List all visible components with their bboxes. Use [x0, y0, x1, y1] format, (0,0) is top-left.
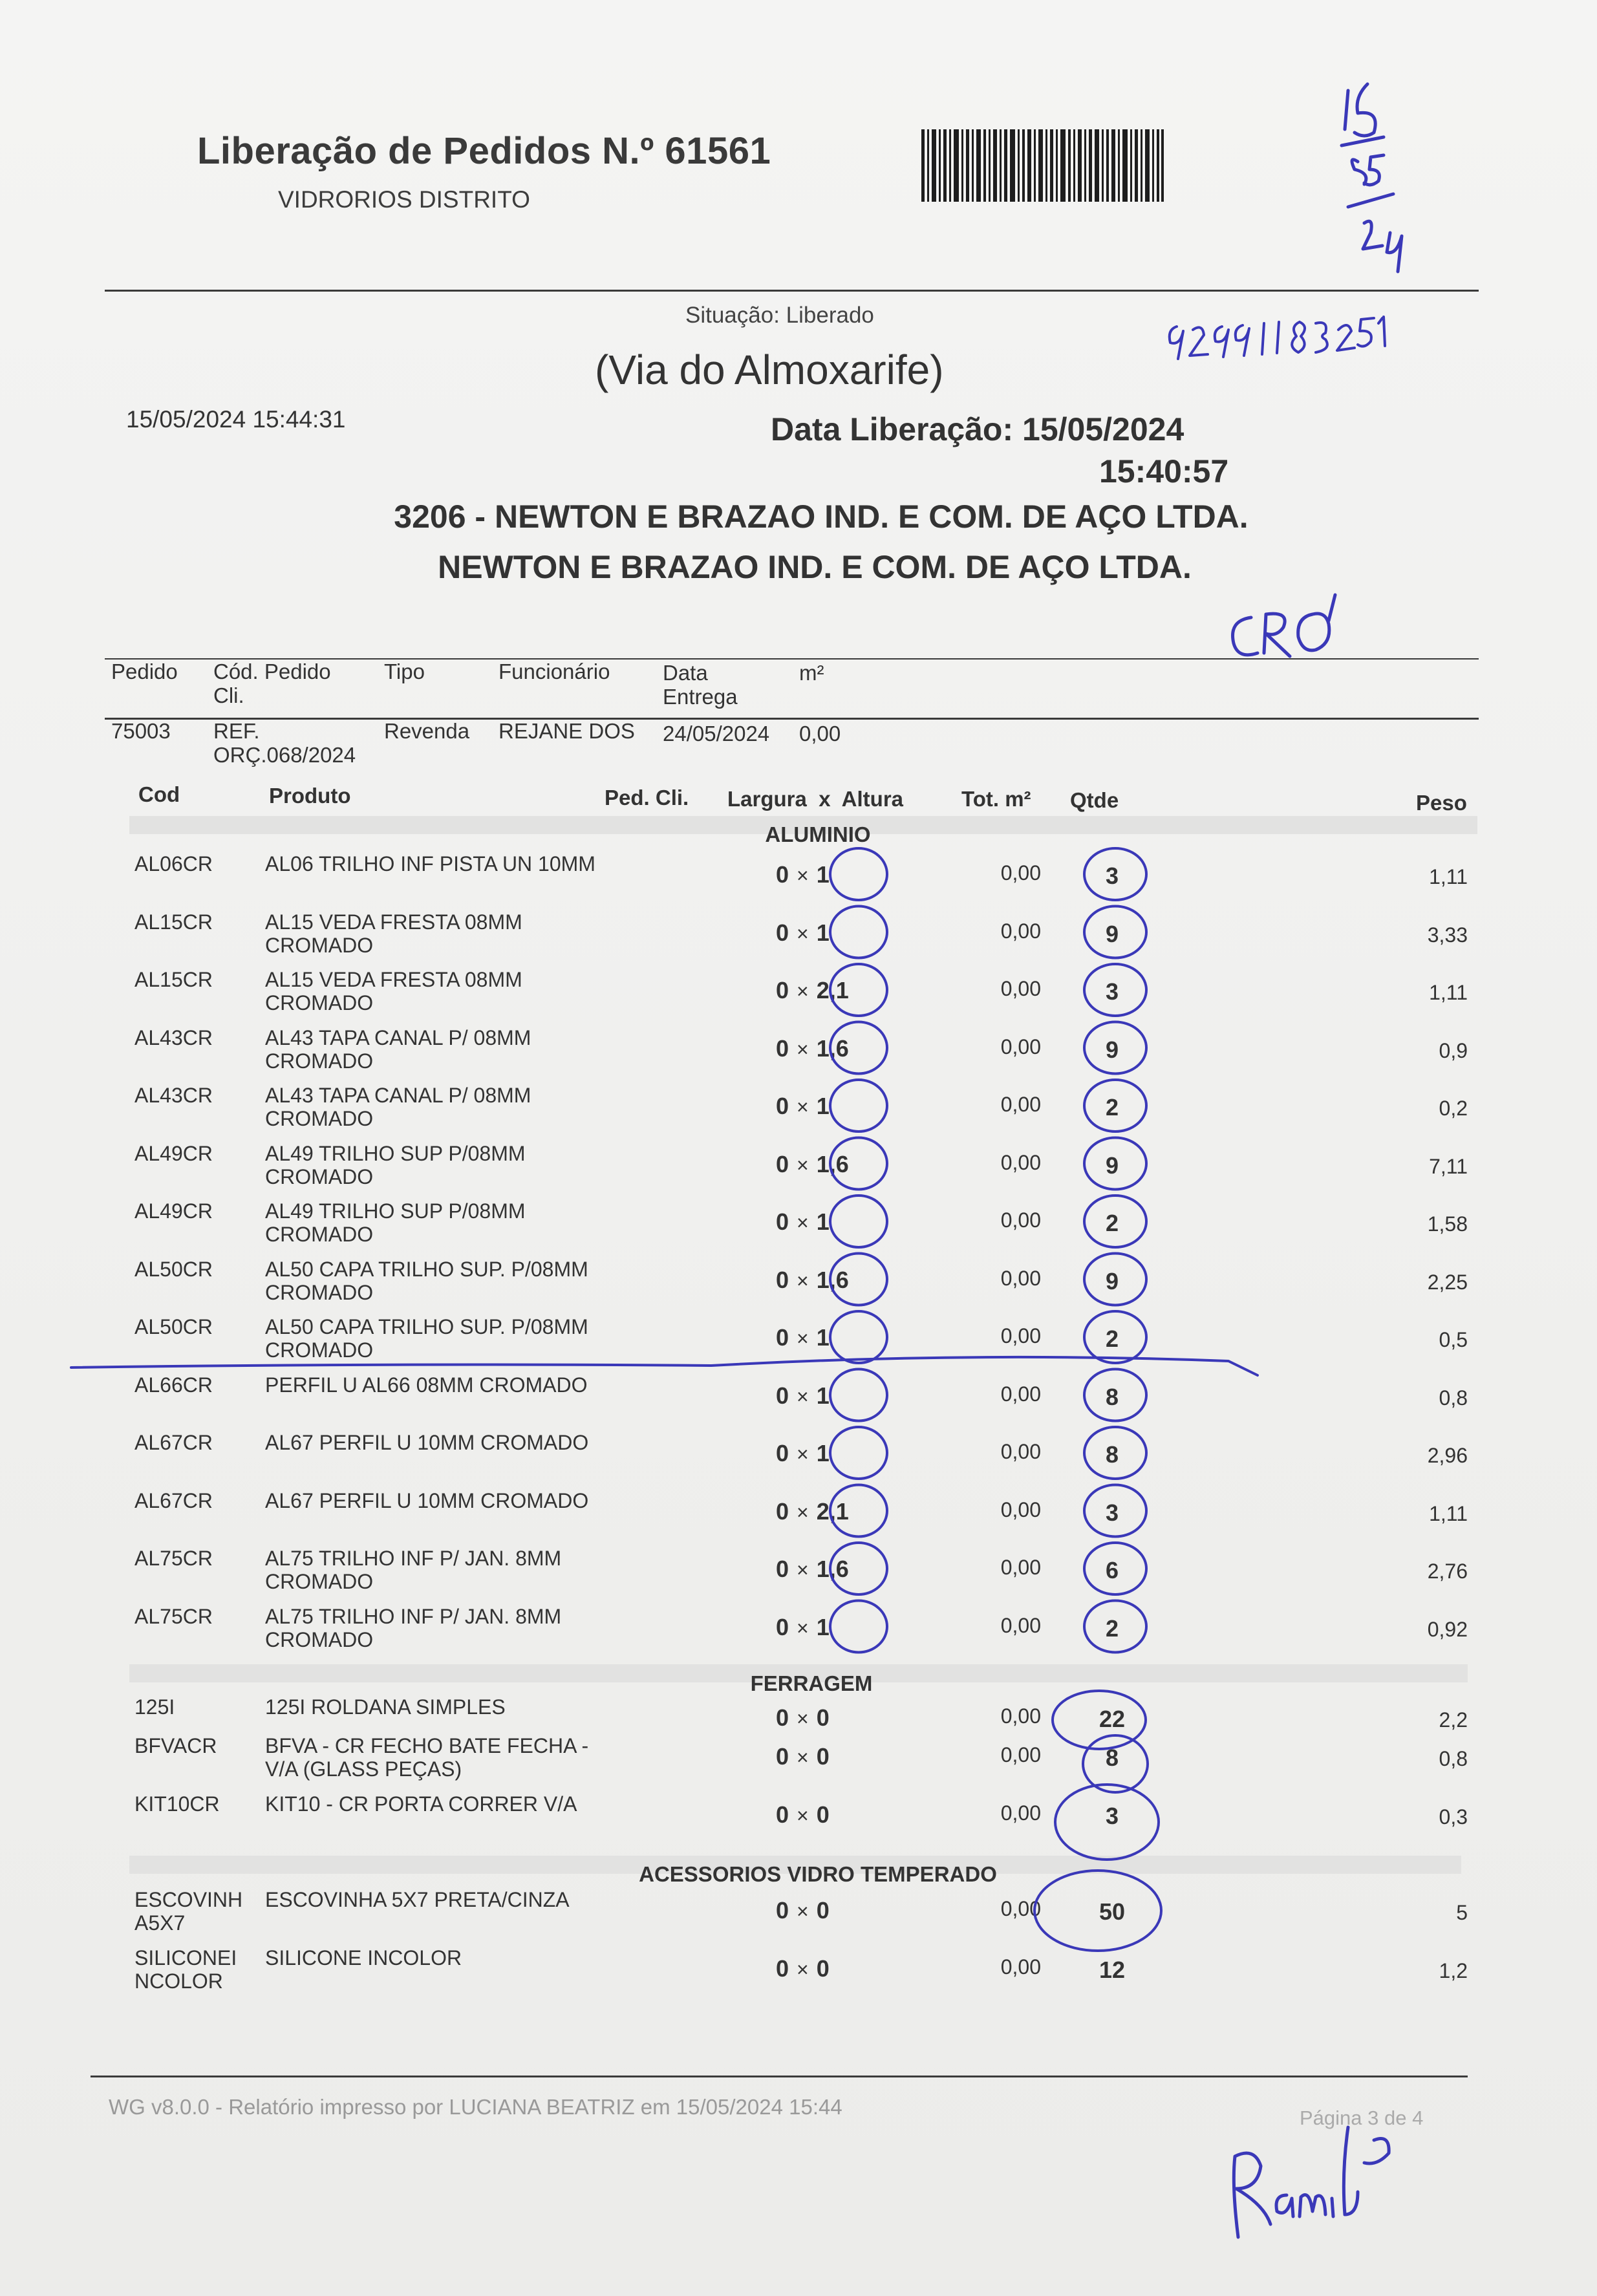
order-cod-pedido-l1: REF. [213, 719, 260, 743]
cell-altura: 1 [816, 1440, 830, 1466]
cell-qtde: 3 [1105, 978, 1119, 1005]
times-sign: × [797, 1500, 809, 1524]
cell-produto: 125I ROLDANA SIMPLES [265, 1695, 506, 1719]
cell-cod: ESCOVINH A5X7 [134, 1888, 243, 1935]
times-sign: × [797, 1095, 809, 1119]
table-row [0, 1792, 1597, 1851]
cell-peso: 0,8 [1439, 1747, 1468, 1770]
table-row [0, 1199, 1597, 1258]
cell-altura: 0 [816, 1743, 830, 1770]
release-time: 15:40:57 [1099, 453, 1229, 489]
cell-cod: AL49CR [134, 1141, 213, 1165]
cell-cod: AL75CR [134, 1547, 213, 1570]
order-col-tipo: Tipo [384, 660, 425, 683]
cell-largura: 0 [776, 1743, 789, 1770]
cell-tot-m2: 0,00 [1000, 1093, 1041, 1116]
table-row [0, 1734, 1597, 1792]
cell-largura: 0 [776, 1704, 789, 1731]
order-pedido: 75003 [111, 719, 171, 743]
cell-produto: AL50 CAPA TRILHO SUP. P/08MM CROMADO [265, 1315, 588, 1362]
cell-produto: AL75 TRILHO INF P/ JAN. 8MM CROMADO [265, 1604, 562, 1651]
cell-qtde: 9 [1105, 1036, 1119, 1063]
cell-cod: AL67CR [134, 1431, 213, 1454]
cell-largura: 0 [776, 861, 789, 888]
cell-dimensions [776, 1440, 879, 1467]
cell-peso: 5 [1456, 1901, 1468, 1924]
cell-peso: 0,9 [1439, 1038, 1468, 1062]
cell-dimensions [776, 1498, 879, 1525]
cell-dimensions [776, 861, 879, 888]
cell-dimensions [776, 919, 879, 947]
times-sign: × [797, 980, 809, 1003]
table-row [0, 1547, 1597, 1605]
table-row [0, 968, 1597, 1026]
cell-largura: 0 [776, 1093, 789, 1119]
table-row [0, 852, 1597, 910]
cell-altura: 1 [816, 1613, 830, 1640]
cell-cod: AL15CR [134, 910, 213, 934]
cell-largura: 0 [776, 977, 789, 1003]
barcode [921, 129, 1164, 202]
handwritten-date-note [1342, 84, 1402, 272]
cell-dimensions [776, 1324, 879, 1351]
cell-peso: 2,2 [1439, 1708, 1468, 1732]
times-sign: × [797, 921, 809, 945]
cell-qtde: 12 [1099, 1957, 1126, 1983]
cell-produto: AL15 VEDA FRESTA 08MM CROMADO [265, 968, 522, 1014]
cell-altura: 0 [816, 1704, 830, 1731]
times-sign: × [797, 1037, 809, 1061]
cell-produto: AL50 CAPA TRILHO SUP. P/08MM CROMADO [265, 1257, 588, 1304]
store-name: VIDRORIOS DISTRITO [278, 186, 530, 213]
order-funcionario: REJANE DOS [498, 719, 635, 743]
cell-tot-m2: 0,00 [1000, 861, 1041, 885]
cell-peso: 1,58 [1427, 1212, 1468, 1236]
cell-tot-m2: 0,00 [1000, 1743, 1041, 1766]
cell-altura: 1,6 [816, 1150, 849, 1177]
times-sign: × [797, 1804, 809, 1827]
cell-produto: AL15 VEDA FRESTA 08MM CROMADO [265, 910, 522, 957]
status-label: Situação: Liberado [685, 303, 874, 328]
table-row [0, 910, 1597, 969]
cell-qtde: 22 [1099, 1706, 1126, 1732]
release-date: Data Liberação: 15/05/2024 [771, 411, 1184, 447]
cell-produto: ESCOVINHA 5X7 PRETA/CINZA [265, 1888, 570, 1911]
cell-largura: 0 [776, 1150, 789, 1177]
cell-dimensions [776, 1151, 879, 1178]
cell-produto: AL06 TRILHO INF PISTA UN 10MM [265, 852, 595, 875]
cell-produto: AL67 PERFIL U 10MM CROMADO [265, 1488, 589, 1512]
cell-cod: AL43CR [134, 1025, 213, 1049]
cell-largura: 0 [776, 1556, 789, 1582]
cell-peso: 0,92 [1427, 1617, 1468, 1641]
cell-dimensions [776, 1955, 879, 1982]
cell-dimensions [776, 1704, 879, 1732]
cell-peso: 2,76 [1427, 1560, 1468, 1583]
order-col-cod-pedido-l1: Cód. Pedido [213, 660, 331, 683]
cell-tot-m2: 0,00 [1000, 977, 1041, 1000]
cell-altura: 1,6 [816, 1035, 849, 1062]
cell-qtde: 3 [1105, 1499, 1119, 1526]
cell-qtde: 3 [1105, 863, 1119, 889]
cell-altura: 1 [816, 1324, 830, 1351]
times-sign: × [797, 1707, 809, 1730]
cell-altura: 1 [816, 1382, 830, 1409]
col-cod: Cod [138, 782, 180, 806]
cell-tot-m2: 0,00 [1000, 1266, 1041, 1290]
cell-cod: AL43CR [134, 1084, 213, 1107]
cell-largura: 0 [776, 1035, 789, 1062]
cell-tot-m2: 0,00 [1000, 1801, 1041, 1825]
cell-dimensions [776, 1035, 879, 1062]
handwritten-initials [1233, 595, 1335, 656]
cell-peso: 1,11 [1429, 981, 1468, 1004]
cell-dimensions [776, 1382, 879, 1410]
cell-dimensions [776, 1743, 879, 1770]
cell-dimensions [776, 1556, 879, 1583]
cell-qtde: 8 [1105, 1383, 1119, 1410]
cell-peso: 7,11 [1429, 1154, 1468, 1178]
times-sign: × [797, 1746, 809, 1769]
col-peso: Peso [1416, 791, 1467, 815]
cell-altura: 0 [816, 1955, 830, 1982]
order-col-data-entrega-l1: Data [663, 661, 708, 685]
group-ferragem: FERRAGEM [750, 1671, 873, 1695]
table-row [0, 1142, 1597, 1200]
table-row [0, 1431, 1597, 1489]
cell-dimensions [776, 977, 879, 1004]
cell-qtde: 2 [1105, 1210, 1119, 1236]
order-data-entrega: 24/05/2024 [663, 722, 770, 746]
times-sign: × [797, 1153, 809, 1177]
table-row [0, 1084, 1597, 1142]
handwritten-signature [1234, 2127, 1389, 2237]
cell-produto: AL43 TAPA CANAL P/ 08MM CROMADO [265, 1025, 531, 1073]
page-number: Página 3 de 4 [1300, 2107, 1424, 2129]
cell-tot-m2: 0,00 [1000, 1324, 1041, 1347]
order-col-funcionario: Funcionário [498, 660, 610, 683]
cell-tot-m2: 0,00 [1000, 1613, 1041, 1637]
cell-produto: AL75 TRILHO INF P/ JAN. 8MM CROMADO [265, 1547, 562, 1593]
cell-cod: AL49CR [134, 1199, 213, 1223]
cell-tot-m2: 0,00 [1000, 1382, 1041, 1406]
cell-cod: BFVACR [134, 1734, 217, 1757]
order-col-data-entrega [663, 661, 738, 709]
cell-qtde: 9 [1105, 920, 1119, 947]
cell-altura: 0 [816, 1897, 830, 1924]
cell-qtde: 9 [1105, 1267, 1119, 1294]
cell-tot-m2: 0,00 [1000, 919, 1041, 943]
times-sign: × [797, 1616, 809, 1640]
order-col-m2: m² [799, 661, 824, 685]
times-sign: × [797, 1900, 809, 1923]
cell-cod: AL50CR [134, 1315, 213, 1338]
cell-peso: 0,3 [1439, 1805, 1468, 1829]
cell-largura: 0 [776, 1955, 789, 1982]
cell-largura: 0 [776, 1382, 789, 1409]
cell-tot-m2: 0,00 [1000, 1440, 1041, 1463]
cell-peso: 0,5 [1439, 1328, 1468, 1351]
times-sign: × [797, 1958, 809, 1981]
col-largura-altura: Largura x Altura [727, 787, 904, 811]
order-cod-pedido-l2: ORÇ.068/2024 [213, 743, 356, 767]
copy-label: (Via do Almoxarife) [595, 347, 944, 393]
cell-qtde: 8 [1105, 1441, 1119, 1468]
cell-tot-m2: 0,00 [1000, 1704, 1041, 1728]
cell-peso: 2,96 [1427, 1444, 1468, 1467]
cell-tot-m2: 0,00 [1000, 1035, 1041, 1058]
cell-largura: 0 [776, 1613, 789, 1640]
cell-cod: AL15CR [134, 968, 213, 991]
cell-altura: 1 [816, 1208, 830, 1235]
header-divider [105, 290, 1479, 292]
times-sign: × [797, 864, 809, 887]
order-col-pedido: Pedido [111, 660, 178, 683]
table-row [0, 1258, 1597, 1316]
order-col-data-entrega-l2: Entrega [663, 685, 738, 709]
cell-largura: 0 [776, 1266, 789, 1293]
cell-altura: 1,6 [816, 1556, 849, 1582]
cell-qtde: 2 [1105, 1094, 1119, 1121]
table-row [0, 1373, 1597, 1432]
cell-tot-m2: 0,00 [1000, 1556, 1041, 1579]
cell-tot-m2: 0,00 [1000, 1208, 1041, 1232]
cell-produto: KIT10 - CR PORTA CORRER V/A [265, 1792, 577, 1816]
cell-peso: 1,11 [1429, 865, 1468, 888]
cell-produto: AL49 TRILHO SUP P/08MM CROMADO [265, 1199, 526, 1246]
cell-produto: AL43 TAPA CANAL P/ 08MM CROMADO [265, 1084, 531, 1130]
cell-dimensions [776, 1801, 879, 1829]
cell-largura: 0 [776, 1324, 789, 1351]
cell-tot-m2: 0,00 [1000, 1150, 1041, 1174]
cell-qtde: 9 [1105, 1152, 1119, 1179]
order-cod-pedido [213, 719, 356, 767]
cell-cod: AL75CR [134, 1604, 213, 1628]
cell-peso: 0,8 [1439, 1386, 1468, 1410]
order-col-cod-pedido [213, 660, 331, 707]
cell-altura: 1,6 [816, 1266, 849, 1293]
times-sign: × [797, 1269, 809, 1293]
cell-altura: 1 [816, 861, 830, 888]
footer-divider [91, 2076, 1468, 2077]
cell-cod: AL66CR [134, 1373, 213, 1397]
cell-altura: 1 [816, 1093, 830, 1119]
cell-produto: AL67 PERFIL U 10MM CROMADO [265, 1431, 589, 1454]
cell-dimensions [776, 1093, 879, 1120]
table-row [0, 1026, 1597, 1084]
cell-produto: BFVA - CR FECHO BATE FECHA - V/A (GLASS PEÇAS) [265, 1734, 589, 1781]
order-tipo: Revenda [384, 719, 470, 743]
cell-dimensions [776, 1267, 879, 1294]
cell-peso: 2,25 [1427, 1270, 1468, 1294]
cell-produto: PERFIL U AL66 08MM CROMADO [265, 1373, 588, 1397]
cell-cod: 125I [134, 1695, 175, 1719]
cell-largura: 0 [776, 1440, 789, 1466]
cell-altura: 2,1 [816, 1497, 849, 1525]
footer-printed-by: WG v8.0.0 - Relatório impresso por LUCIANA BEATRIZ em 15/05/2024 15:44 [109, 2095, 842, 2119]
cell-cod: AL67CR [134, 1488, 213, 1512]
cell-largura: 0 [776, 1497, 789, 1525]
cell-peso: 3,33 [1427, 923, 1468, 947]
print-datetime: 15/05/2024 15:44:31 [126, 406, 346, 433]
group-acessorios: ACESSORIOS VIDRO TEMPERADO [639, 1862, 997, 1886]
cell-dimensions [776, 1897, 879, 1924]
times-sign: × [797, 1558, 809, 1582]
col-produto: Produto [269, 784, 351, 808]
cell-altura: 2,1 [816, 977, 849, 1003]
cell-cod: SILICONEI NCOLOR [134, 1946, 237, 1993]
col-qtde: Qtde [1070, 788, 1119, 812]
company-line-1: 3206 - NEWTON E BRAZAO IND. E COM. DE AÇO LTDA. [394, 499, 1249, 535]
table-row [0, 1946, 1597, 2004]
cell-largura: 0 [776, 919, 789, 946]
cell-qtde: 50 [1099, 1898, 1126, 1925]
cell-largura: 0 [776, 1208, 789, 1235]
table-row [0, 1489, 1597, 1547]
cell-altura: 0 [816, 1801, 830, 1828]
table-row [0, 1605, 1597, 1663]
times-sign: × [797, 1327, 809, 1350]
times-sign: × [797, 1384, 809, 1408]
cell-cod: AL06CR [134, 852, 213, 875]
cell-largura: 0 [776, 1897, 789, 1924]
cell-tot-m2: 0,00 [1000, 1497, 1041, 1521]
order-m2: 0,00 [799, 722, 841, 746]
cell-dimensions [776, 1208, 879, 1236]
cell-peso: 0,2 [1439, 1097, 1468, 1120]
company-line-2: NEWTON E BRAZAO IND. E COM. DE AÇO LTDA. [438, 549, 1192, 585]
times-sign: × [797, 1443, 809, 1466]
cell-qtde: 2 [1105, 1325, 1119, 1352]
cell-qtde: 8 [1105, 1744, 1119, 1771]
cell-qtde: 2 [1105, 1615, 1119, 1642]
cell-tot-m2: 0,00 [1000, 1897, 1041, 1920]
cell-peso: 1,11 [1429, 1501, 1468, 1525]
cell-qtde: 6 [1105, 1557, 1119, 1583]
cell-cod: AL50CR [134, 1257, 213, 1281]
table-row [0, 1888, 1597, 1946]
cell-dimensions [776, 1614, 879, 1641]
cell-produto: AL49 TRILHO SUP P/08MM CROMADO [265, 1141, 526, 1188]
document-title: Liberação de Pedidos N.º 61561 [197, 130, 771, 172]
cell-cod: KIT10CR [134, 1792, 220, 1816]
col-ped-cli: Ped. Cli. [605, 786, 689, 810]
order-col-cod-pedido-l2: Cli. [213, 683, 244, 707]
group-aluminio: ALUMINIO [765, 822, 871, 846]
cell-largura: 0 [776, 1801, 789, 1828]
times-sign: × [797, 1211, 809, 1234]
cell-qtde: 3 [1105, 1803, 1119, 1829]
table-row [0, 1315, 1597, 1373]
cell-produto: SILICONE INCOLOR [265, 1946, 462, 1969]
cell-peso: 1,2 [1439, 1959, 1468, 1982]
cell-tot-m2: 0,00 [1000, 1955, 1041, 1979]
cell-altura: 1 [816, 919, 830, 946]
handwritten-phone [1170, 317, 1385, 359]
col-tot-m2: Tot. m² [961, 787, 1031, 811]
